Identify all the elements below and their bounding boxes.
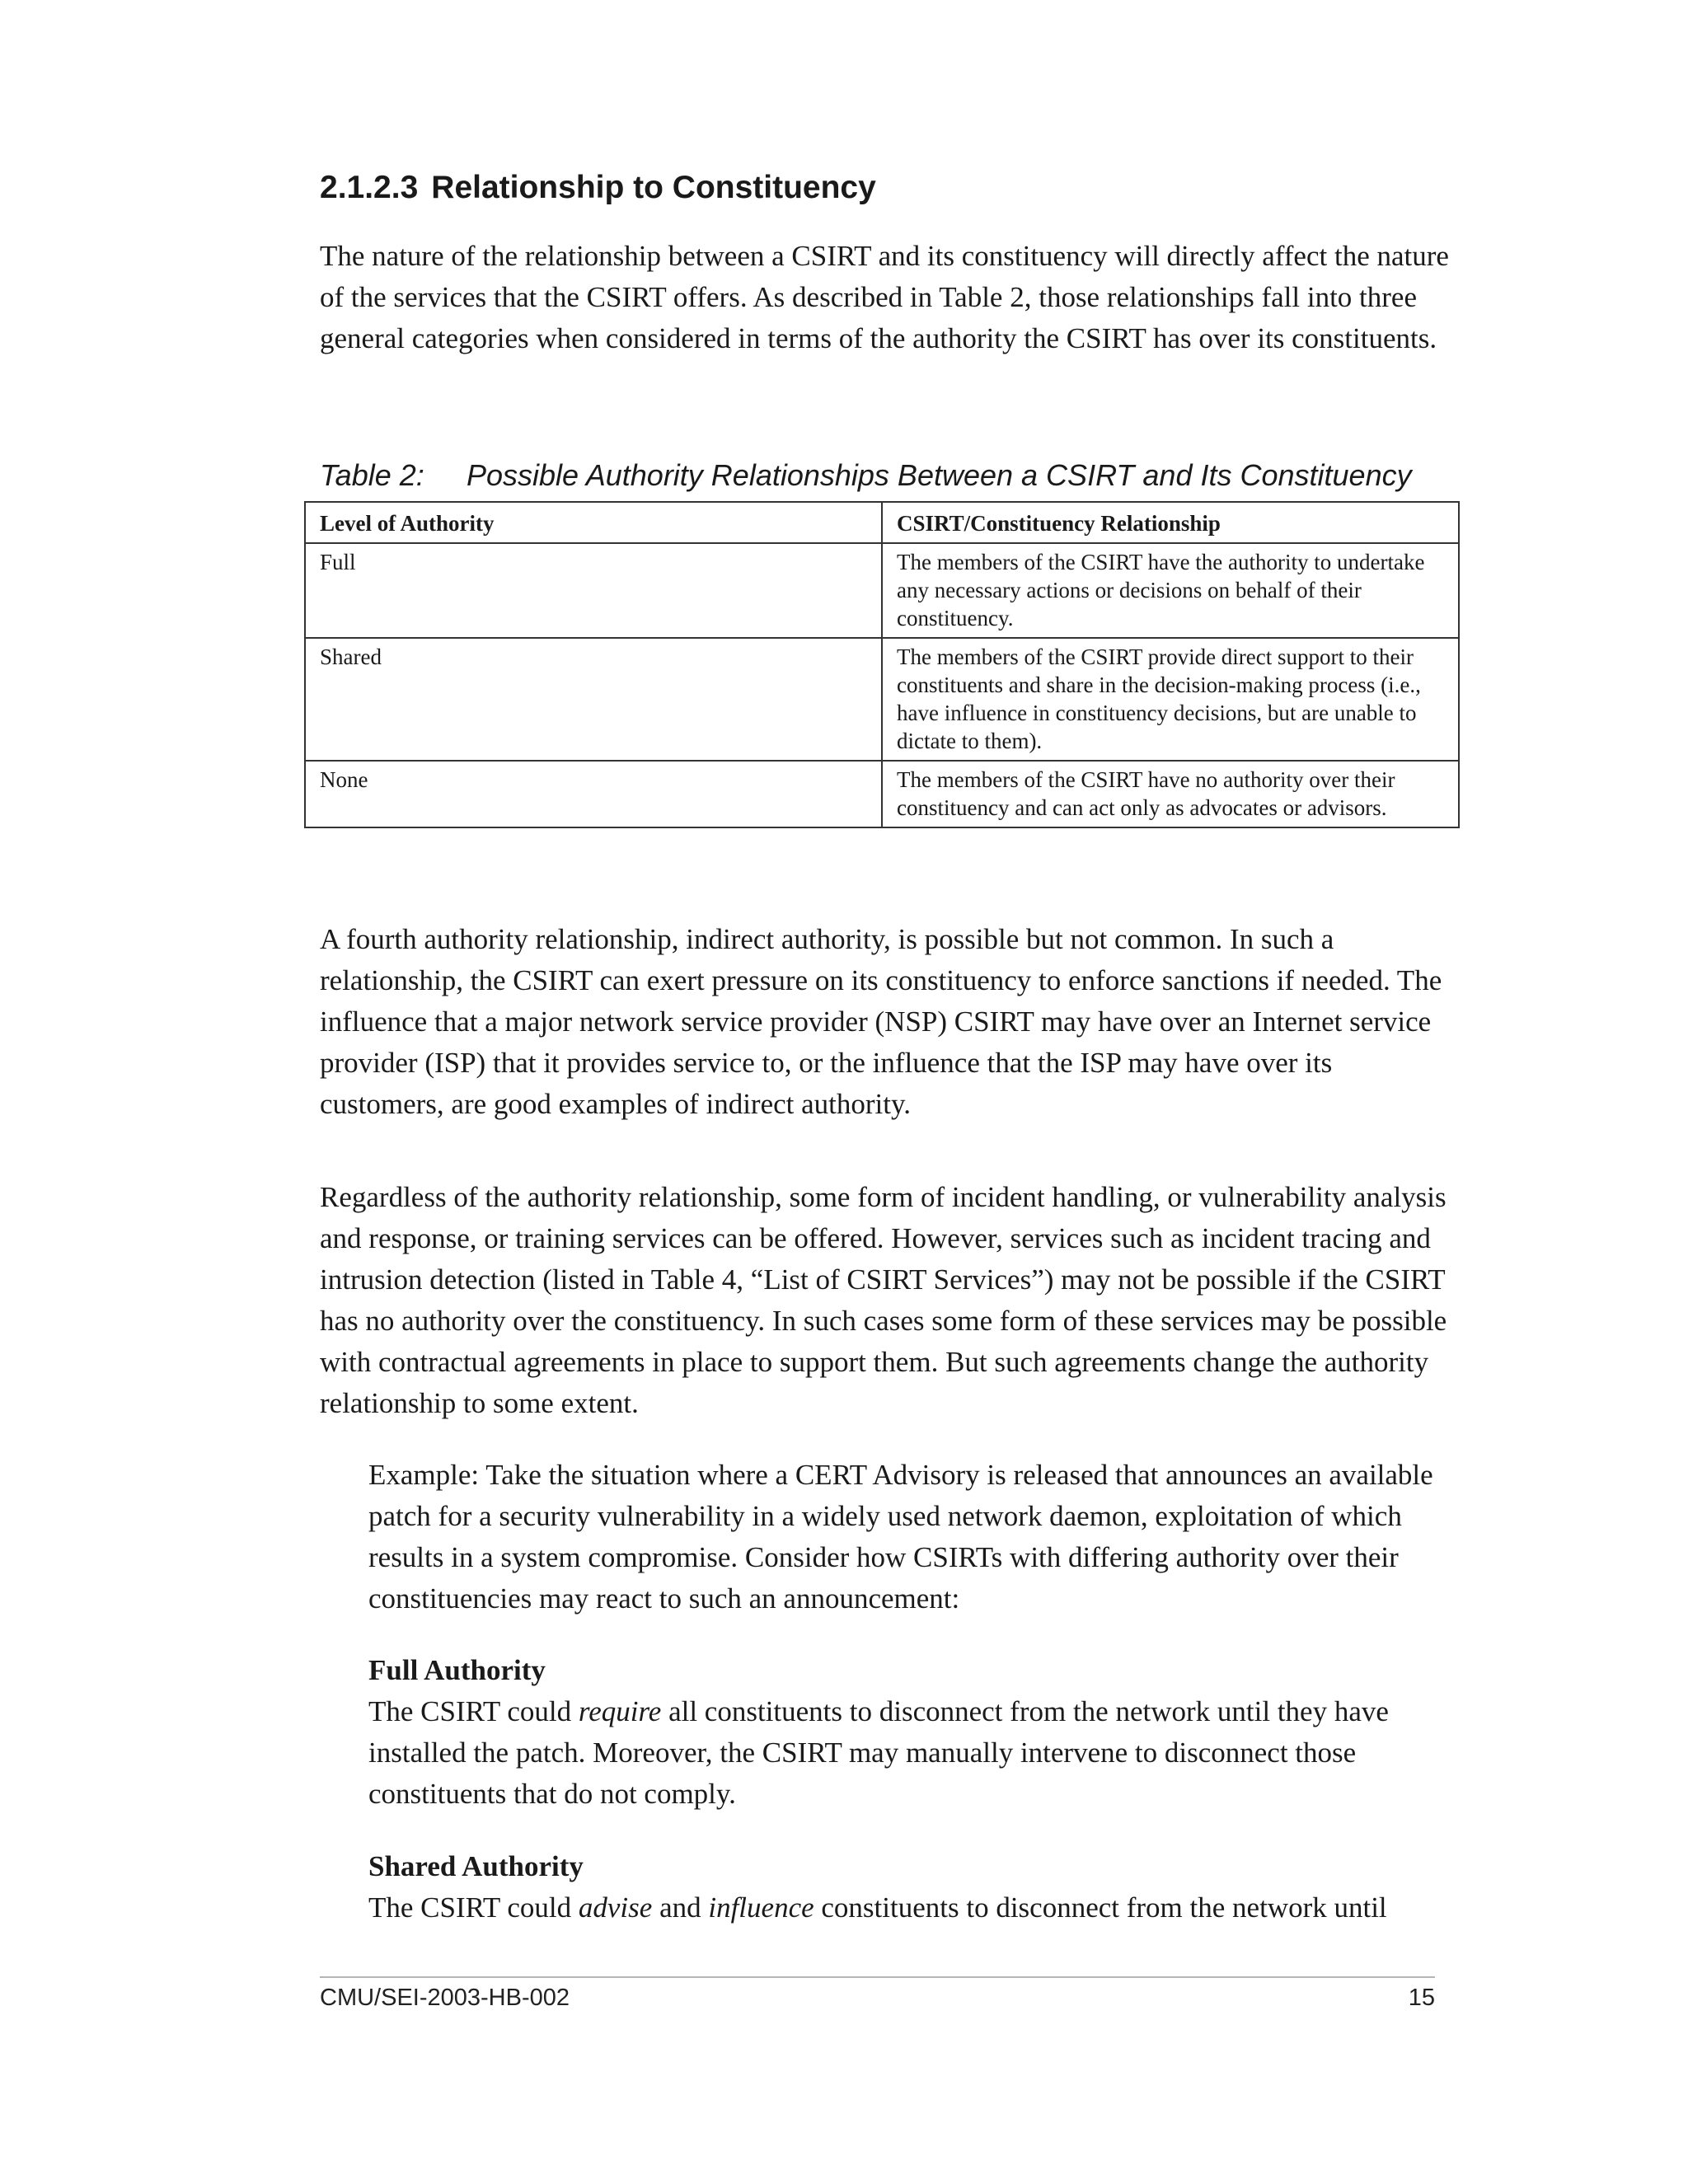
section-heading	[320, 170, 876, 206]
shared-authority-emphasis-influence: influence	[708, 1891, 814, 1924]
table-caption	[320, 458, 1412, 493]
full-authority-text-1: The CSIRT could	[368, 1695, 579, 1727]
table-header-row	[305, 502, 1459, 543]
full-authority-text-2: all constituents to disconnect from the network until they have installed the patch. Moreover, the CSIRT may manually intervene to disconnect those constituents that do not comply.	[368, 1695, 1389, 1810]
shared-authority-text-3: constituents to disconnect from the network until	[814, 1891, 1387, 1924]
cell-relationship: The members of the CSIRT provide direct support to their constituents and share in the decision-making process (i.e., have influence in constituency decisions, but are unable to dictate to them).	[882, 638, 1459, 761]
regardless-paragraph: Regardless of the authority relationship, some form of incident handling, or vulnerability analysis and response, or training services can be offered. However, services such as incident tracing and intrusion detection (listed in Table 4, “List of CSIRT Services”) may not be possible if the CSIRT has no authority over the constituency. In such cases some form of these services may be possible with contractual agreements in place to support them. But such agreements change the authority relationship to some extent.	[320, 1181, 1447, 1419]
table-row	[305, 638, 1459, 761]
full-authority-emphasis: require	[578, 1695, 662, 1727]
example-paragraph: Example: Take the situation where a CERT Advisory is released that announces an available patch for a security vulnerability in a widely used network daemon, exploitation of which results in a system compromise. Consider how CSIRTs with differing authority over their constituencies may react to such an announcement:	[368, 1459, 1433, 1615]
shared-authority-emphasis-advise: advise	[578, 1891, 653, 1924]
shared-authority-text-1: The CSIRT could	[368, 1891, 579, 1924]
cell-level: Shared	[305, 638, 882, 761]
authority-table	[304, 501, 1460, 828]
full-authority-heading: Full Authority	[368, 1654, 546, 1686]
footer-document-id: CMU/SEI-2003-HB-002	[320, 1985, 570, 2011]
table-row	[305, 761, 1459, 827]
header-level-of-authority: Level of Authority	[305, 502, 882, 543]
table-caption-title: Possible Authority Relationships Between a CSIRT and Its Constituency	[467, 458, 1412, 492]
fourth-authority-paragraph: A fourth authority relationship, indirect authority, is possible but not common. In such a relationship, the CSIRT can exert pressure on its constituency to enforce sanctions if needed. The influence that a major network service provider (NSP) CSIRT may have over an Internet service provider (ISP) that it provides service to, or the influence that the ISP may have over its customers, are good examples of indirect authority.	[320, 923, 1442, 1120]
header-relationship: CSIRT/Constituency Relationship	[882, 502, 1459, 543]
footer-page-number: 15	[1408, 1985, 1435, 2011]
shared-authority-heading: Shared Authority	[368, 1850, 584, 1882]
section-title: Relationship to Constituency	[431, 170, 876, 205]
cell-relationship: The members of the CSIRT have no authority over their constituency and can act only as advocates or advisors.	[882, 761, 1459, 827]
intro-paragraph: The nature of the relationship between a CSIRT and its constituency will directly affect the nature of the services that the CSIRT offers. As described in Table 2, those relationships fall into three general categories when considered in terms of the authority the CSIRT has over its constituents.	[320, 240, 1449, 354]
table-caption-number: Table 2:	[320, 458, 424, 492]
cell-level: Full	[305, 543, 882, 638]
table-row	[305, 543, 1459, 638]
footer-divider	[320, 1976, 1435, 1978]
full-authority-block	[368, 1650, 1456, 1815]
cell-relationship: The members of the CSIRT have the authority to undertake any necessary actions or decisions on behalf of their constituency.	[882, 543, 1459, 638]
shared-authority-block	[368, 1846, 1456, 1929]
cell-level: None	[305, 761, 882, 827]
section-number: 2.1.2.3	[320, 170, 419, 205]
shared-authority-text-2: and	[652, 1891, 709, 1924]
